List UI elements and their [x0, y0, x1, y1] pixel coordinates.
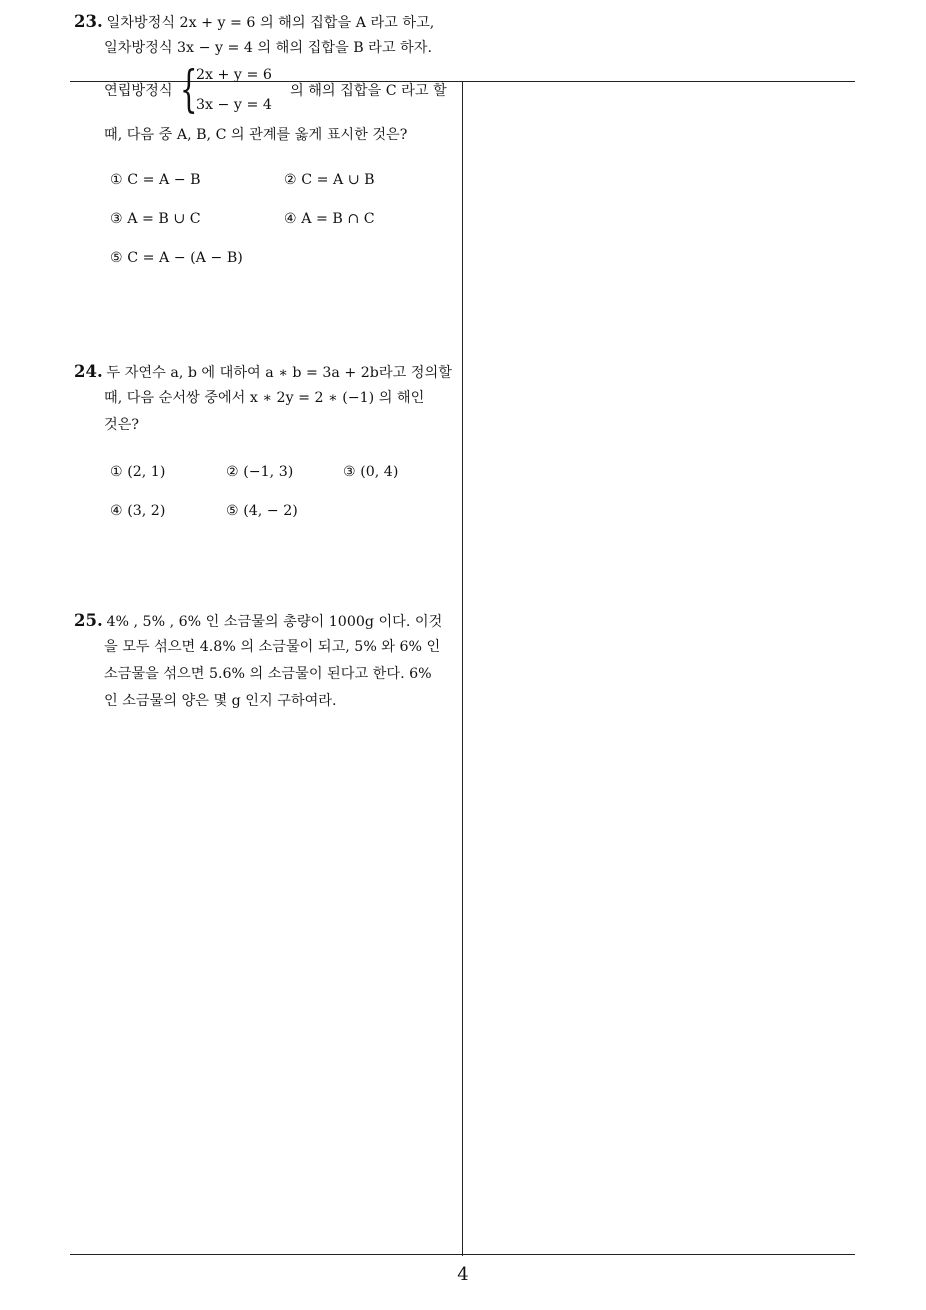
- question-25: [74, 607, 456, 715]
- question-23: [74, 8, 456, 149]
- choice-4: ④ (3, 2): [110, 503, 166, 519]
- question-text-line: 것은?: [104, 417, 140, 433]
- choice-3: ③ A = B ∪ C: [110, 211, 201, 227]
- question-number: 24.: [74, 362, 103, 381]
- question-text-line: 4% , 5% , 6% 인 소금물의 총량이 1000g 이다. 이것: [106, 614, 443, 630]
- system-equation-2: 3x − y = 4: [196, 97, 272, 113]
- question-text-line: 인 소금물의 양은 몇 g 인지 구하여라.: [104, 693, 337, 709]
- question-text-line: 때, 다음 중 A, B, C 의 관계를 옳게 표시한 것은?: [104, 127, 408, 143]
- page-number: 4: [457, 1264, 469, 1285]
- question-text-line: 일차방정식 2x + y = 6 의 해의 집합을 A 라고 하고,: [106, 15, 435, 31]
- question-text-line: 두 자연수 a, b 에 대하여 a ∗ b = 3a + 2b라고 정의할: [106, 365, 452, 381]
- choice-1: ① C = A − B: [110, 172, 201, 188]
- question-number: 23.: [74, 12, 103, 31]
- bottom-rule: [70, 1254, 855, 1255]
- choice-2: ② (−1, 3): [226, 464, 294, 480]
- system-label: 연립방정식: [104, 83, 173, 99]
- question-text-line: 일차방정식 3x − y = 4 의 해의 집합을 B 라고 하자.: [104, 40, 432, 56]
- column-divider: [462, 82, 463, 1256]
- system-equation-1: 2x + y = 6: [196, 67, 272, 83]
- question-text-line: 을 모두 섞으면 4.8% 의 소금물이 되고, 5% 와 6% 인: [104, 639, 441, 655]
- question-text-line: 때, 다음 순서쌍 중에서 x ∗ 2y = 2 ∗ (−1) 의 해인: [104, 390, 425, 406]
- choice-4: ④ A = B ∩ C: [284, 211, 375, 227]
- question-number: 25.: [74, 611, 103, 630]
- choice-2: ② C = A ∪ B: [284, 172, 375, 188]
- choice-5: ⑤ C = A − (A − B): [110, 250, 243, 266]
- choice-5: ⑤ (4, − 2): [226, 503, 298, 519]
- left-brace: {: [180, 60, 198, 118]
- choice-3: ③ (0, 4): [343, 464, 399, 480]
- question-24: [74, 358, 456, 439]
- question-text-line: 의 해의 집합을 C 라고 할: [290, 83, 447, 99]
- choice-1: ① (2, 1): [110, 464, 166, 480]
- equation-system: [74, 62, 456, 122]
- question-text-line: 소금물을 섞으면 5.6% 의 소금물이 된다고 한다. 6%: [104, 666, 432, 682]
